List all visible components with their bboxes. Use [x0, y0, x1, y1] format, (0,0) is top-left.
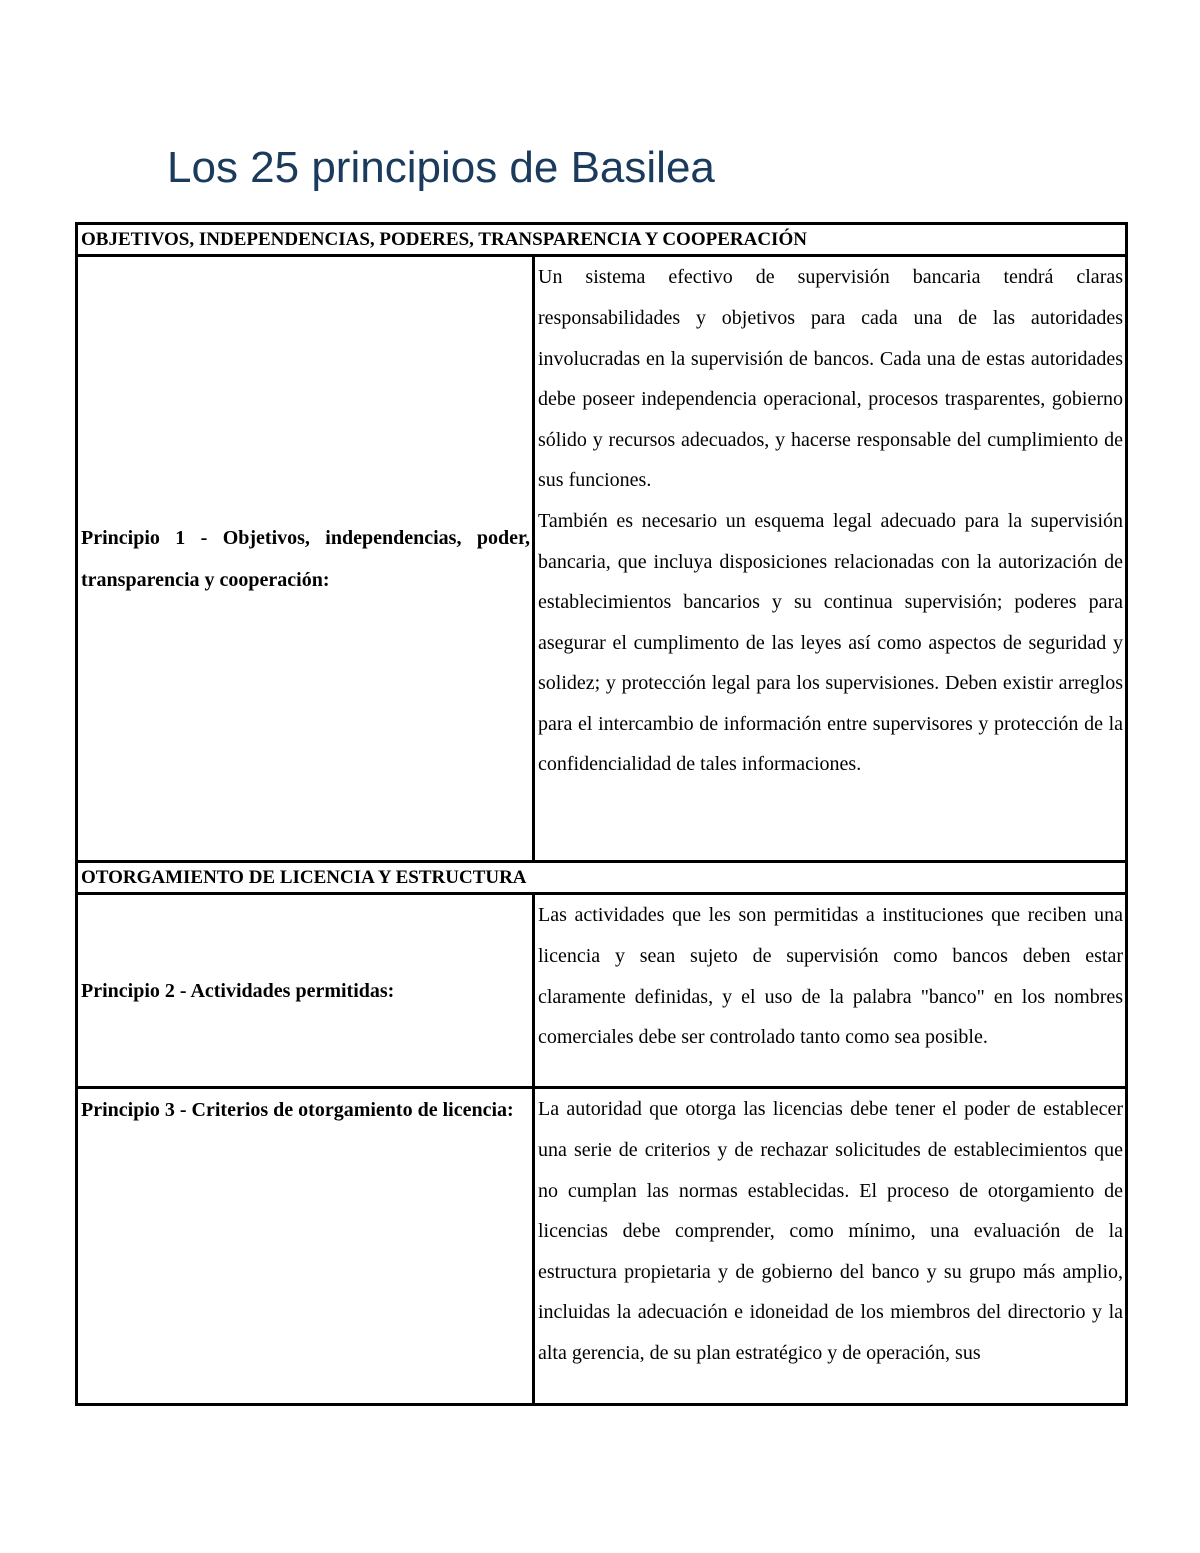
principles-table	[75, 222, 1128, 1406]
section-header-objetivos: OBJETIVOS, INDEPENDENCIAS, PODERES, TRANSPARENCIA Y COOPERACIÓN	[77, 224, 1127, 256]
table-row	[77, 256, 1127, 862]
principle-3-description: La autoridad que otorga las licencias debe tener el poder de establecer una serie de criterios y de rechazar solicitudes de establecimientos que no cumplan las normas establecidas. El proceso de otorgamiento de licencias debe comprender, como mínimo, una evaluación de la estructura propietaria y de gobierno del banco y su grupo más amplio, incluidas la adecuación e idoneidad de los miembros del directorio y la alta gerencia, de su plan estratégico y de operación, sus	[534, 1088, 1127, 1405]
table-row	[77, 1088, 1127, 1405]
principle-2-name: Principio 2 - Actividades permitidas:	[77, 894, 534, 1088]
principle-1-name: Principio 1 - Objetivos, independencias, poder, transparencia y cooperación:	[77, 256, 534, 862]
table-row	[77, 894, 1127, 1088]
principle-1-description	[534, 256, 1127, 862]
section-header-licencia: OTORGAMIENTO DE LICENCIA Y ESTRUCTURA	[77, 862, 1127, 894]
principle-1-paragraph-1: Un sistema efectivo de supervisión bancaria tendrá claras responsabilidades y objetivos para cada una de las autoridades involucradas en la supervisión de bancos. Cada una de estas autoridades debe poseer independencia operacional, procesos trasparentes, gobierno sólido y recursos adecuados, y hacerse responsable del cumplimiento de sus funciones.	[538, 266, 1124, 492]
principle-1-paragraph-2: También es necesario un esquema legal adecuado para la supervisión bancaria, que incluya disposiciones relacionadas con la autorización de establecimientos bancarios y su continua supervisión; poderes para asegurar el cumplimento de las leyes así como aspectos de seguridad y solidez; y protección legal para los supervisiones. Deben existir arreglos para el intercambio de información entre supervisores y protección de la confidencialidad de tales informaciones.	[538, 509, 1124, 776]
section-header-row	[77, 224, 1127, 256]
principle-3-name: Principio 3 - Criterios de otorgamiento de licencia:	[77, 1088, 534, 1405]
principle-2-description: Las actividades que les son permitidas a instituciones que reciben una licencia y sean sujeto de supervisión como bancos deben estar claramente definidas, y el uso de la palabra "banco" en los nombres comerciales debe ser controlado tanto como sea posible.	[534, 894, 1127, 1088]
document-title: Los 25 principios de Basilea	[167, 143, 715, 192]
section-header-row	[77, 862, 1127, 894]
